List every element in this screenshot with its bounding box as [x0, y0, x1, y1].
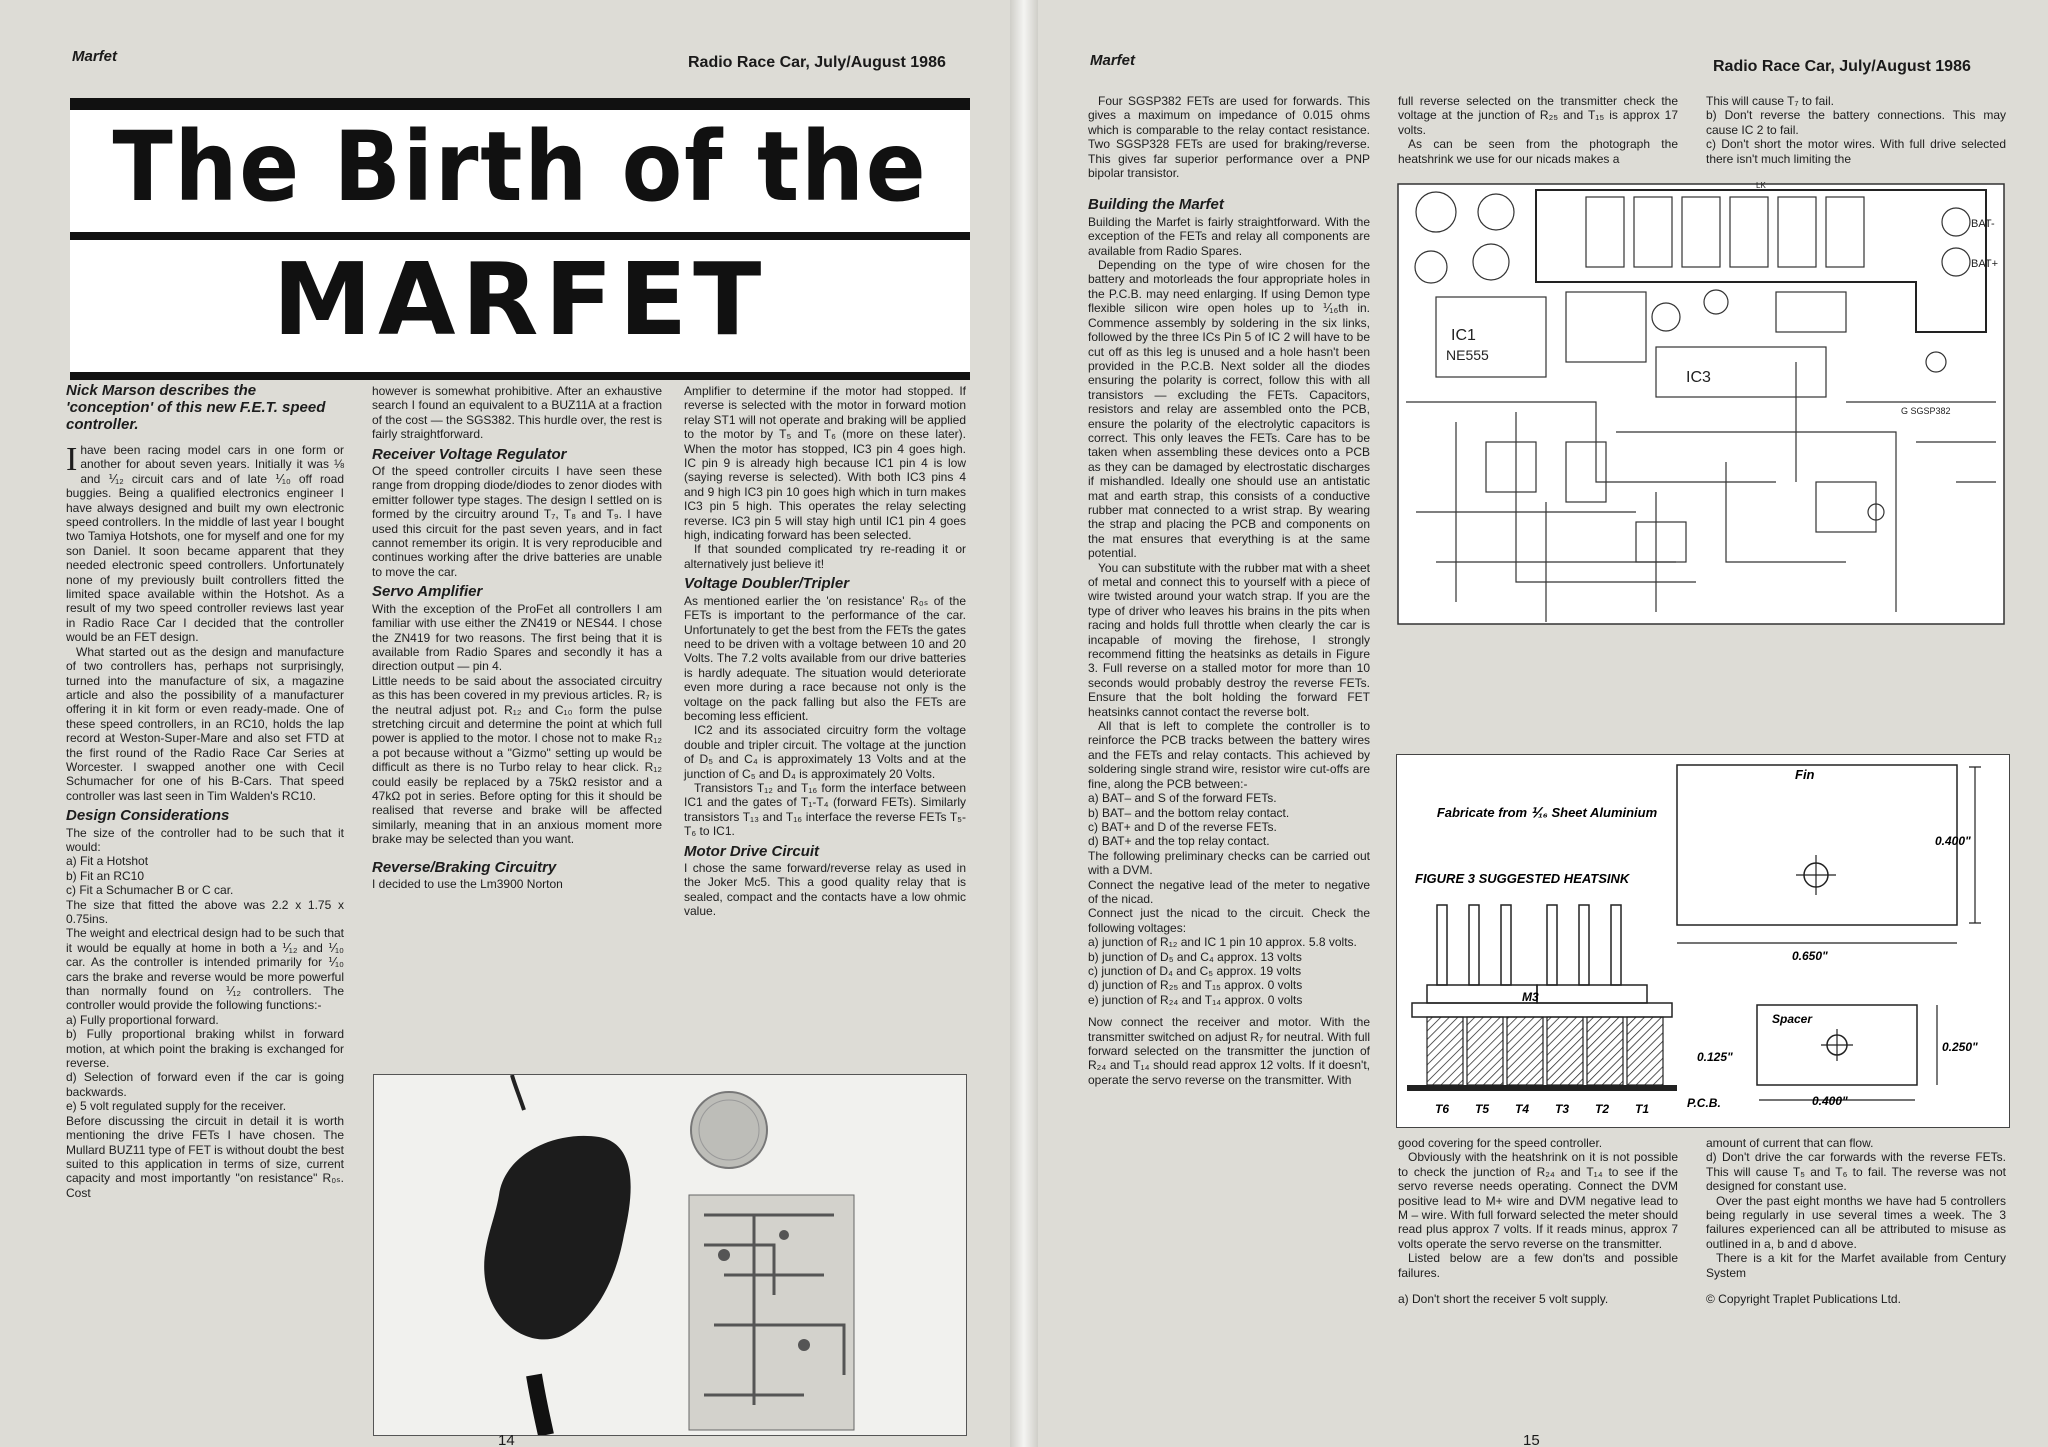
paragraph: have been racing model cars in one form or another for about seven years. Initially it was ⅛ and ⅟₁₂ circuit cars and of late ⅟₁₀ off road buggies. Being a qualified electronics engineer I have always designed and built my own electronic speed controllers. In the middle of last year I bought two Tamiya Hotshots, one for myself and one for my son Daniel. It soon became apparent that they needed electronic speed controllers. Unfortunately none of my previously built controllers fitted the limited space available within the Hotshot. As a result of my two speed controller reviews last year in Radio Race Car I decided that the controller would be an FET design.	[66, 443, 344, 645]
spacer-width-dim: 0.400"	[1812, 1094, 1848, 1108]
list-item: d) Don't drive the car forwards with the reverse FETs. This will cause T₅ and T₆ to fail. The reverse was not designed for constant use.	[1706, 1150, 2006, 1194]
fet-label: G SGSP382	[1901, 406, 1951, 416]
list-item: c) Fit a Schumacher B or C car.	[66, 883, 234, 898]
gutter	[1010, 0, 1038, 1447]
paragraph: What started out as the design and manufacture of two controllers has, perhaps not surprisingly, turned into the manufacture of six, a magazine article and also the possibility of a manufacturer offering it in kit form or even ready-made. One of these speed controllers, in an RC10, holds the lap record at Weston-Super-Mare and also set FTD at the first round of the Radio Race Car Series at Worcester. I swapped another one with Cecil Schumacher for one of his B-Cars. That speed controller was last seen in Tim Walden's RC10.	[66, 644, 344, 803]
list-item: b) BAT– and the bottom relay contact.	[1088, 805, 1290, 820]
right-column-3-bottom	[1706, 1136, 2006, 1306]
paragraph: The weight and electrical design had to be such that it would be equally at home in both a ⅟₁₂ and ⅟₁₀ car. As the controller is intended primarily for ⅟₁₀ cars the brake and reverse would be more powerful than normally found on ⅟₁₂ controllers. The controller would provide the following functions:-	[66, 926, 344, 1013]
m3-label: M3	[1522, 990, 1539, 1004]
list-item: a) Fully proportional forward.	[66, 1012, 219, 1027]
ic1-label: IC1	[1451, 327, 1476, 344]
heading-design-considerations: Design Considerations	[66, 807, 230, 825]
magazine-header: Radio Race Car, July/August 1986	[1713, 58, 1971, 75]
paragraph: There is a kit for the Marfet available from Century System	[1706, 1251, 2006, 1280]
pcb-schematic-figure	[1396, 182, 2008, 752]
paragraph: Before discussing the circuit in detail it is worth mentioning the drive FETs I have chosen. The Mullard BUZ11 type of FET is without doubt the best suited to this application in terms of size, current capacity and most importantly "on resistance" R₀ₛ. Cost	[66, 1113, 344, 1200]
paragraph: Amplifier to determine if the motor had stopped. If reverse is selected with the motor in forward motion relay ST1 will not operate and braking will be applied to the motor by T₅ and T₆ (more on these later). When the motor has stopped, IC3 pin 4 goes high. IC pin 9 is already high because IC1 pin 4 is low (saying reverse is selected). With both IC3 pins 4 and 9 high IC3 pin 10 goes high which in turn makes IC3 pin 5 high. This operates the relay selecting reverse. IC3 pin 5 will stay high until IC1 pin 4 goes high, indicating forward has been selected.	[684, 384, 966, 543]
pcb-schematic-drawing	[1396, 182, 2008, 752]
paragraph: Of the speed controller circuits I have seen these range from dropping diode/diodes to zenor diodes with emitter follower type stages. The design I settled on is formed by the circuitry around T₇, T₈ and T₉. I have used this circuit for the past seven years, and in fact cannot remember its origin. It is very reproducible and continues working after the drive batteries are unable to move the car.	[372, 464, 662, 579]
paragraph: The following preliminary checks can be carried out with a DVM.	[1088, 848, 1370, 878]
transistor-label: T4	[1515, 1102, 1530, 1116]
paragraph: You can substitute with the rubber mat with a sheet of metal and connect this to yourself with a piece of wire twisted around your watch strap. If you are the type of driver who leaves his brains in the pits when racing and holds full throttle when clearly the car is incapable of moving the firehose, I strongly recommend fitting the heatsinks as details in Figure 3. Full reverse on a stalled motor for more than 10 seconds would probably destroy the reverse FETs. Ensure that the bolt holding the forward FET heatsinks cannot contact the reverse bolt.	[1088, 560, 1370, 719]
page-number: 15	[1523, 1432, 1540, 1447]
transistor-label: T2	[1595, 1102, 1610, 1116]
section-header: Marfet	[72, 48, 118, 65]
list-item: b) Don't reverse the battery connections. This may cause IC 2 to fail.	[1706, 108, 2006, 137]
paragraph: I chose the same forward/reverse relay as used in the Joker Mc5. This a good quality relay that is sealed, compact and the contacts have a low ohmic value.	[684, 861, 966, 919]
pcb-label: P.C.B.	[1687, 1096, 1721, 1110]
bat-minus-label: BAT-	[1971, 218, 1995, 230]
fin-width-dim: 0.650"	[1792, 949, 1828, 963]
heading-motor-drive: Motor Drive Circuit	[684, 842, 820, 860]
spacer-hole-dim: 0.125"	[1697, 1050, 1733, 1064]
paragraph: amount of current that can flow.	[1706, 1136, 1874, 1150]
paragraph: Depending on the type of wire chosen for the battery and motorleads the four appropriate holes in the P.C.B. may need enlarging. If using Demon type flexible silicon wire open holes up to ⅟₁₆th in. Commence assembly by soldering in the six links, followed by the three ICs Pin 5 of IC 2 will have to be cut off as this leg is unused and a hole hasn't been provided in the P.C.B. Next solder all the diodes ensuring the polarity is correct, follow this with all transistors — excluding the FETs. Capacitors, resistors and relay are assembled onto the PCB, ensure the polarity of the electrolytic capacitors is correct. This only leaves the FETs. Care has to be taken when assembling these devices onto a PCB as they can be damaged by electrostatic discharges if mishandled. Ideally one should use an antistatic mat and earth strap, this consists of a conductive rubber mat connected to a wrist strap. By wearing the strap and placing the PCB and components on the mat ensures that everything is at the same potential.	[1088, 258, 1370, 561]
paragraph: Now connect the receiver and motor. With the transmitter switched on adjust R₇ for neutral. With full forward selected on the transmitter the junction of R₂₄ and T₁₄ should read approx 12 volts. If it doesn't, operate the servo reverse on the transmitter. With	[1088, 1015, 1370, 1087]
paragraph: Connect just the nicad to the circuit. Check the following voltages:	[1088, 906, 1370, 935]
list-item: d) junction of R₂₅ and T₁₅ approx. 0 volts	[1088, 978, 1303, 993]
photo-illustration	[374, 1075, 966, 1435]
list-item: c) junction of D₄ and C₅ approx. 19 volts	[1088, 963, 1302, 978]
right-column-1	[1088, 94, 1370, 1087]
dropcap: I	[66, 441, 78, 478]
transistor-label: T3	[1555, 1102, 1570, 1116]
list-item: d) BAT+ and the top relay contact.	[1088, 834, 1270, 849]
list-item: c) Don't short the motor wires. With full drive selected there isn't much limiting the	[1706, 137, 2006, 166]
paragraph: Little needs to be said about the associated circuitry as this has been covered in my previous articles. R₇ is the neutral adjust pot. R₁₂ and C₁₀ form the pulse stretching circuit and determine the point at which full power is applied to the motor. I chose not to make R₁₂ a pot because without a "Gizmo" setting up would be difficult as there is no Turbo relay to hear click. R₁₂ could easily be replaced by a 75kΩ resistor and a 47kΩ pot in series. Before opting for this it should be realised that reverse and brake will be affected similarly, meaning that in an anxious moment more brake may be selected than you want.	[372, 673, 662, 847]
list-item: b) Fit an RC10	[66, 868, 145, 883]
paragraph: With the exception of the ProFet all controllers I am familiar with use either the ZN419 or NES44. I chose the ZN419 for two reasons. The first being that it is available from Radio Spares and secondly it has a direction output — pin 4.	[372, 601, 662, 674]
paragraph: As can be seen from the photograph the heatshrink we use for our nicads makes a	[1398, 137, 1678, 166]
paragraph: Connect the negative lead of the meter to negative of the nicad.	[1088, 877, 1370, 906]
list-item: e) junction of R₂₄ and T₁₄ approx. 0 volts	[1088, 992, 1303, 1007]
right-page	[1038, 0, 2048, 1447]
paragraph: Over the past eight months we have had 5 controllers being regularly in use several times a week. The 3 failures experienced can all be attributed to misuse as outlined in a, b and d above.	[1706, 1193, 2006, 1251]
title-rule	[70, 232, 970, 240]
transistor-label: T1	[1635, 1102, 1650, 1116]
right-column-2-top	[1398, 94, 1678, 166]
fin-height-dim: 0.400"	[1935, 834, 1971, 848]
list-item: a) junction of R₁₂ and IC 1 pin 10 approx. 5.8 volts.	[1088, 935, 1357, 950]
paragraph: The size that fitted the above was 2.2 x 1.75 x 0.75ins.	[66, 897, 344, 926]
paragraph: good covering for the speed controller.	[1398, 1136, 1603, 1150]
heading-receiver-voltage-regulator: Receiver Voltage Regulator	[372, 445, 567, 463]
title-banner	[70, 98, 970, 380]
list-item: b) junction of D₅ and C₄ approx. 13 volts	[1088, 949, 1302, 964]
left-column-3	[684, 384, 966, 919]
right-column-3-top	[1706, 94, 2006, 166]
lk-label: LK	[1756, 182, 1766, 190]
ne555-label: NE555	[1446, 347, 1489, 363]
list-item: c) BAT+ and D of the reverse FETs.	[1088, 819, 1277, 834]
heading-servo-amplifier: Servo Amplifier	[372, 583, 483, 601]
heatsink-drawing	[1397, 755, 2009, 1127]
left-column-1	[66, 382, 344, 1200]
list-item: e) 5 volt regulated supply for the receiver.	[66, 1099, 287, 1114]
paragraph: If that sounded complicated try re-reading it or alternatively just believe it!	[684, 542, 966, 571]
magazine-header: Radio Race Car, July/August 1986	[688, 54, 946, 71]
right-column-2-bottom	[1398, 1136, 1678, 1306]
paragraph: I decided to use the Lm3900 Norton	[372, 877, 563, 891]
heading-voltage-doubler: Voltage Doubler/Tripler	[684, 575, 850, 593]
left-page	[0, 0, 1010, 1447]
paragraph: As mentioned earlier the 'on resistance' R₀ₛ of the FETs is important to the performance of the car. Unfortunately to get the best from the FETs the gates need to be driven with a voltage between 10 and 20 Volts. The 7.2 volts available from our drive batteries is hardly adequate. The situation would deteriorate even more during a race because not only is the voltage on the pack falling but also the FETs are becoming less efficient.	[684, 593, 966, 723]
fin-label: Fin	[1795, 767, 1815, 782]
page-number: 14	[498, 1432, 515, 1447]
paragraph: full reverse selected on the transmitter check the voltage at the junction of R₂₅ and T₁₅ is approx 17 volts.	[1398, 94, 1678, 137]
figure-3-heatsink	[1396, 754, 2010, 1128]
list-item: b) Fully proportional braking whilst in forward motion, at which point the braking is exchanged for reverse.	[66, 1027, 344, 1071]
copyright: © Copyright Traplet Publications Ltd.	[1706, 1292, 1901, 1307]
paragraph: Obviously with the heatshrink on it is not possible to check the junction of R₂₄ and T₁₄ to see if the servo reverse needs operating. Connect the DVM positive lead to M+ wire and DVM negative lead to M – wire. With full forward selected the meter should read plus approx 7 volts. If it reads minus, approx 7 volts operate the servo reverse on the transmitter.	[1398, 1150, 1678, 1251]
title-line-1: The Birth of the	[112, 111, 928, 223]
fabricate-note: Fabricate from ⅟₁₆ Sheet Aluminium	[1436, 805, 1658, 820]
list-item: d) Selection of forward even if the car is going backwards.	[66, 1070, 344, 1099]
list-item: a) Don't short the receiver 5 volt supply.	[1398, 1292, 1609, 1307]
transistor-label: T6	[1435, 1102, 1450, 1116]
spacer-label: Spacer	[1772, 1012, 1813, 1026]
paragraph: Building the Marfet is fairly straightforward. With the exception of the FETs and relay all components are available from Radio Spares.	[1088, 214, 1370, 258]
ic3-label: IC3	[1686, 369, 1711, 386]
paragraph: however is somewhat prohibitive. After an exhaustive search I found an equivalent to a BUZ11A at a fraction of the cost — the SGS382. This hurdle over, the rest is fairly straightforward.	[372, 384, 662, 442]
heading-building-the-marfet: Building the Marfet	[1088, 196, 1224, 214]
paragraph: Four SGSP382 FETs are used for forwards. This gives a maximum on impedance of 0.015 ohms which is comparable to the relay contact resistance. Two SGSP328 FETs are used for braking/reverse. This gives far superior performance over a PNP bipolar transistor.	[1088, 94, 1370, 181]
list-item: a) BAT– and S of the forward FETs.	[1088, 791, 1277, 806]
transistor-label: T5	[1475, 1102, 1490, 1116]
byline: Nick Marson describes the 'conception' of this new F.E.T. speed controller.	[66, 382, 326, 433]
paragraph: This will cause T₇ to fail.	[1706, 94, 1834, 108]
title-line-2: MARFET	[272, 241, 768, 358]
left-column-2	[372, 384, 662, 891]
paragraph: All that is left to complete the controller is to reinforce the PCB tracks between the battery wires and the FETs and relay contacts. This achieved by soldering single strand wire, resistor wire cut-offs are fine, along the PCB between:-	[1088, 719, 1370, 791]
section-header: Marfet	[1090, 52, 1136, 69]
spacer-height-dim: 0.250"	[1942, 1040, 1978, 1054]
list-item: a) Fit a Hotshot	[66, 854, 149, 869]
controller-photo	[373, 1074, 967, 1436]
paragraph: Listed below are a few don'ts and possible failures.	[1398, 1251, 1678, 1280]
paragraph: Transistors T₁₂ and T₁₆ form the interface between IC1 and the gates of T₁-T₄ (forward FETs). Similarly transistors T₁₃ and T₁₆ interface the reverse FETs T₅-T₆ to IC1.	[684, 780, 966, 839]
paragraph: IC2 and its associated circuitry form the voltage double and tripler circuit. The voltage at the junction of D₅ and C₄ is approximately 13 Volts and at the junction of C₅ and D₄ is approximately 20 Volts.	[684, 723, 966, 781]
bat-plus-label: BAT+	[1971, 258, 1999, 270]
figure-caption: FIGURE 3 SUGGESTED HEATSINK	[1415, 871, 1630, 886]
paragraph: The size of the controller had to be such that it would:	[66, 825, 344, 854]
heading-reverse-braking: Reverse/Braking Circuitry	[372, 858, 557, 876]
